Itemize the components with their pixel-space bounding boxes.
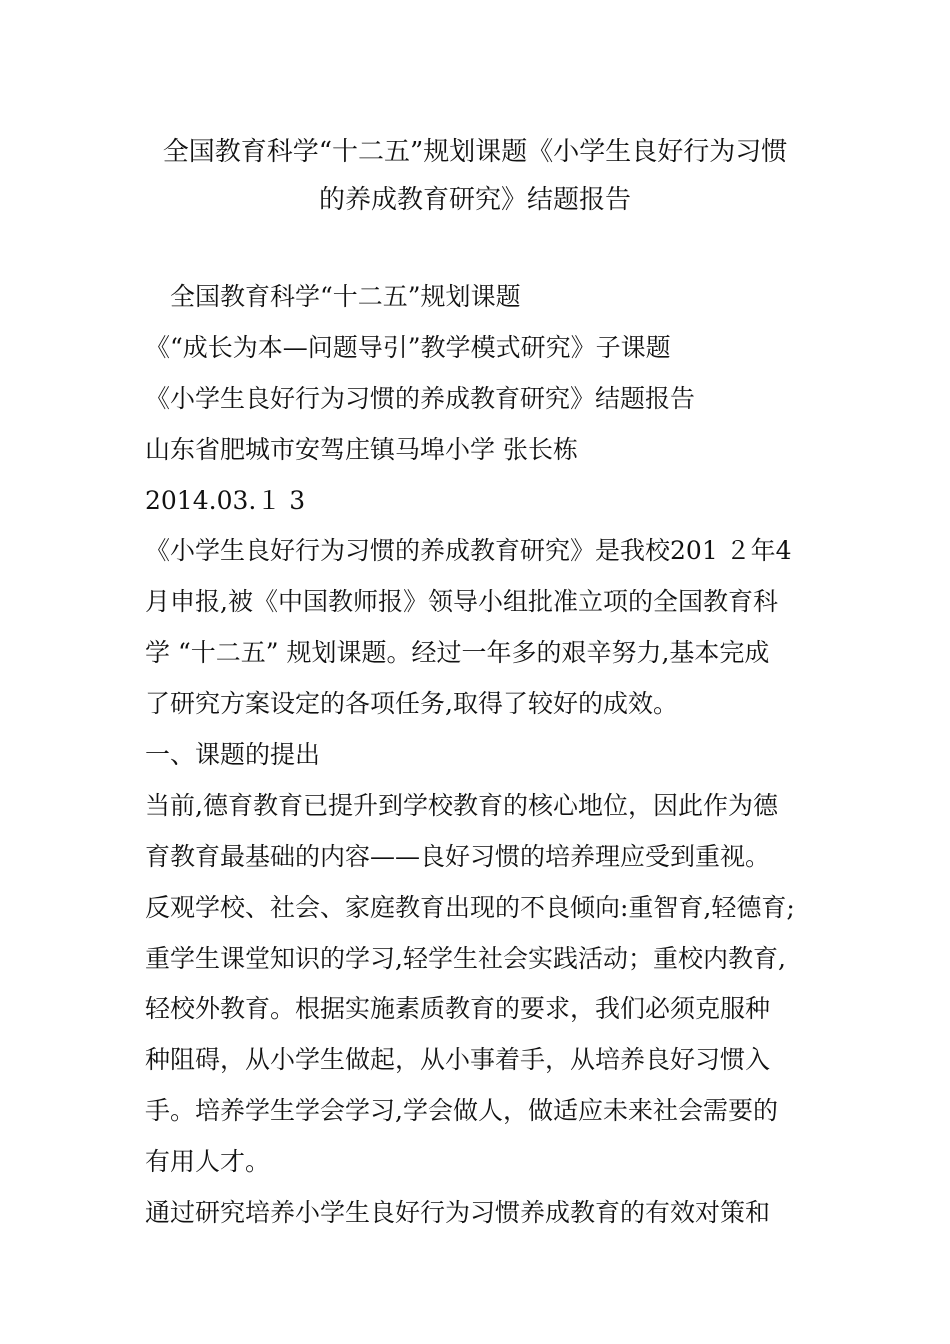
body-line: 当前,德育教育已提升到学校教育的核心地位，因此作为德 <box>145 790 778 820</box>
body-line-author: 山东省肥城市安驾庄镇马埠小学 张长栋 <box>145 434 578 464</box>
body-line: 《小学生良好行为习惯的养成教育研究》是我校201 ２年4 <box>145 536 792 566</box>
body-line: 学 “十二五” 规划课题。经过一年多的艰辛努力,基本完成 <box>145 638 770 668</box>
body-line: 育教育最基础的内容——良好习惯的培养理应受到重视。 <box>145 841 771 871</box>
title-line: 全国教育科学“十二五”规划课题《小学生良好行为习惯 <box>162 137 788 167</box>
body-line: 种阻碍，从小学生做起，从小事着手，从培养良好习惯入 <box>145 1045 771 1075</box>
body-line: 重学生课堂知识的学习,轻学生社会实践活动；重校内教育, <box>145 943 786 973</box>
body-line: 反观学校、社会、家庭教育出现的不良倾向:重智育,轻德育; <box>145 892 795 922</box>
body-line-report-title: 《小学生良好行为习惯的养成教育研究》结题报告 <box>145 383 696 413</box>
document-body <box>145 272 810 1239</box>
body-line: 轻校外教育。根据实施素质教育的要求，我们必须克服种 <box>145 994 771 1024</box>
body-line-project-name: 全国教育科学“十二五”规划课题 <box>170 282 521 311</box>
body-line-subproject: 《“成长为本—问题导引”教学模式研究》子课题 <box>145 332 671 362</box>
body-line: 手。培养学生学会学习,学会做人，做适应未来社会需要的 <box>145 1096 778 1126</box>
section-heading: 一、课题的提出 <box>145 740 321 770</box>
body-line: 通过研究培养小学生良好行为习惯养成教育的有效对策和 <box>145 1198 771 1228</box>
document-title <box>130 128 820 224</box>
body-line-date: 2014.03.１ 3 <box>145 485 306 515</box>
body-line: 月申报,被《中国教师报》领导小组批准立项的全国教育科 <box>145 587 778 617</box>
body-line: 了研究方案设定的各项任务,取得了较好的成效。 <box>145 689 678 719</box>
title-line: 的养成教育研究》结题报告 <box>318 185 631 215</box>
body-line: 有用人才。 <box>145 1147 271 1177</box>
